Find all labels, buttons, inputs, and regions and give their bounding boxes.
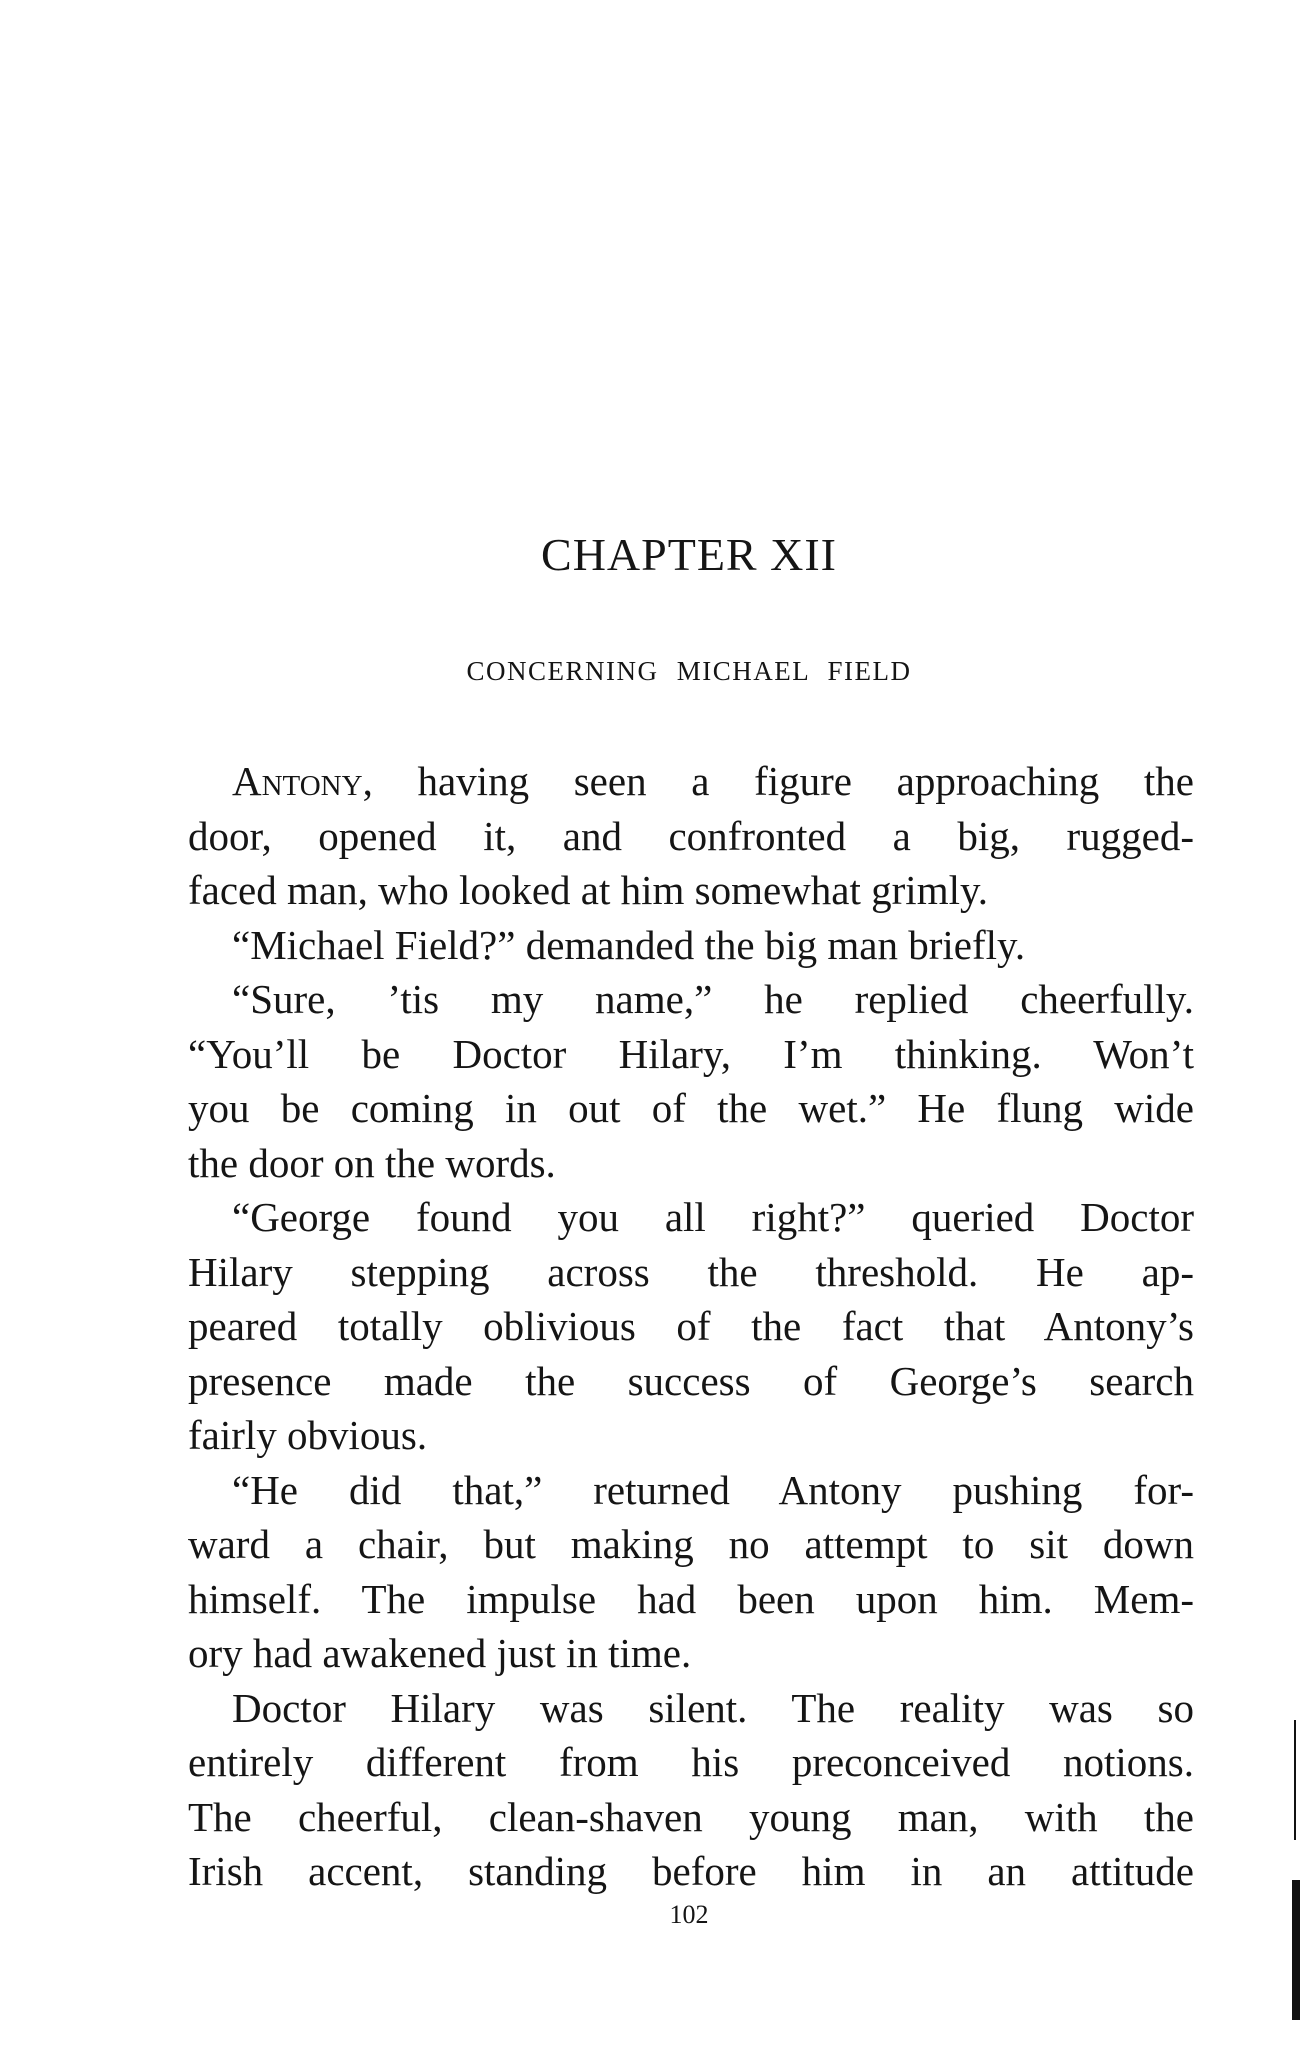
- text-line: “He did that,” returned Antony pushing for-: [232, 1466, 1194, 1513]
- text-line: “You’ll be Doctor Hilary, I’m thinking. Won’t: [188, 1030, 1194, 1077]
- opening-word: Antony: [232, 758, 363, 804]
- scan-edge-mark: [1294, 1720, 1296, 1840]
- text-line-rest: , having seen a figure approaching the: [362, 758, 1194, 804]
- page-number: 102: [669, 1900, 709, 1929]
- text-line: entirely different from his preconceived notions.: [188, 1739, 1194, 1785]
- text-line: Irish accent, standing before him in an attitude: [188, 1848, 1194, 1894]
- text-line: “George found you all right?” queried Doctor: [232, 1194, 1194, 1240]
- chapter-subtitle: CONCERNING MICHAEL FIELD: [466, 656, 912, 686]
- text-line: [188, 754, 1194, 809]
- text-line: door, opened it, and confronted a big, rugged-: [188, 812, 1194, 859]
- text-line: fairly obvious.: [188, 1412, 428, 1458]
- body-text: [188, 754, 1194, 1899]
- text-line: you be coming in out of the wet.” He flung wide: [188, 1085, 1194, 1131]
- text-line: peared totally oblivious of the fact that Antony’s: [188, 1303, 1194, 1349]
- chapter-title: CHAPTER XII: [541, 529, 837, 580]
- text-line: ward a chair, but making no attempt to sit down: [188, 1521, 1194, 1567]
- text-line: “Michael Field?” demanded the big man briefly.: [232, 921, 1026, 968]
- text-line: the door on the words.: [188, 1139, 556, 1186]
- text-line: “Sure, ’tis my name,” he replied cheerfully.: [232, 976, 1194, 1022]
- text-line: Doctor Hilary was silent. The reality was so: [232, 1684, 1194, 1731]
- text-line: The cheerful, clean-shaven young man, with the: [188, 1793, 1194, 1840]
- scan-edge-mark: [1292, 1880, 1300, 2020]
- text-line: presence made the success of George’s search: [188, 1357, 1194, 1404]
- text-line: Hilary stepping across the threshold. He ap-: [188, 1248, 1194, 1295]
- text-line: himself. The impulse had been upon him. Mem-: [188, 1575, 1194, 1622]
- text-line: ory had awakened just in time.: [188, 1630, 692, 1676]
- text-line: faced man, who looked at him somewhat grimly.: [188, 867, 989, 913]
